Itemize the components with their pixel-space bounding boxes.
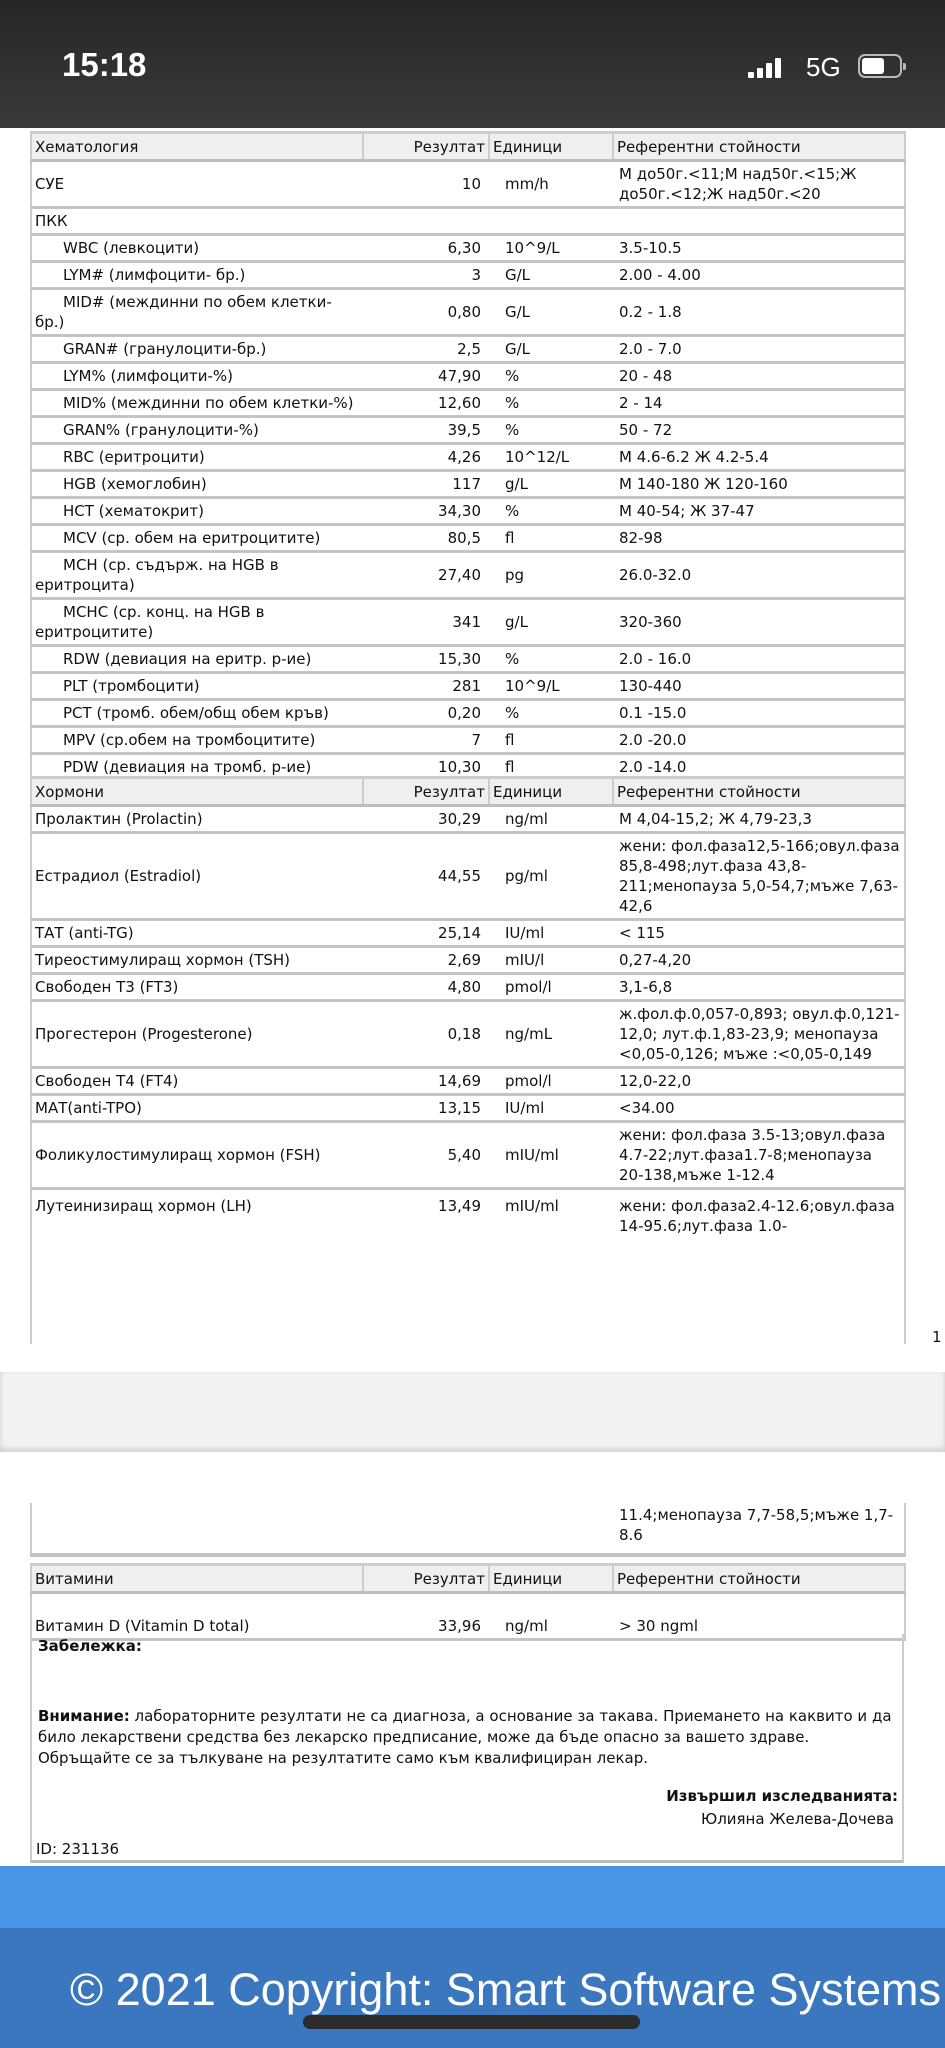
unit: ng/ml [489, 806, 613, 833]
test-name: Витамин D (Vitamin D total) [35, 1617, 250, 1635]
unit: mIU/ml [505, 1197, 559, 1215]
table-row [31, 673, 905, 700]
result-value: 44,55 [363, 833, 489, 920]
column-header-unit: Единици [489, 778, 613, 806]
hormones-table [30, 776, 906, 1344]
table-row [31, 1001, 905, 1068]
page-break [0, 1372, 945, 1452]
result-value: 6,30 [363, 235, 489, 262]
unit: 10^12/L [489, 444, 613, 471]
reference-range: М 140-180 Ж 120-160 [613, 471, 905, 498]
unit: % [489, 700, 613, 727]
reference-range: жени: фол.фаза2.4-12.6;овул.фаза 14-95.6;лут.фаза 1.0- [619, 1197, 895, 1235]
test-name: Тиреостимулиращ хормон (TSH) [35, 951, 291, 969]
unit: mIU/ml [489, 1122, 613, 1189]
footer [0, 1928, 945, 2048]
result-value: 0,80 [363, 289, 489, 336]
reference-range: 0,27-4,20 [613, 947, 905, 974]
reference-range: 320-360 [613, 599, 905, 646]
unit: mIU/l [489, 947, 613, 974]
reference-range: < 115 [613, 920, 905, 947]
test-name: RBC (еритроцити) [63, 448, 205, 466]
reference-range: 0.2 - 1.8 [613, 289, 905, 336]
column-header-name: Хематология [31, 133, 363, 161]
test-name: PCT (тромб. обем/общ обем кръв) [63, 704, 329, 722]
unit: g/L [489, 599, 613, 646]
test-name: MCV (ср. обем на еритроцитите) [63, 529, 321, 547]
unit: g/L [489, 471, 613, 498]
reference-range: 0.1 -15.0 [613, 700, 905, 727]
reference-range: 3.5-10.5 [613, 235, 905, 262]
reference-range: 26.0-32.0 [613, 552, 905, 599]
unit: % [489, 417, 613, 444]
result-value: 34,30 [363, 498, 489, 525]
test-name: HCT (хематокрит) [63, 502, 204, 520]
test-name: MCH (ср. съдърж. на HGB в еритроцита) [35, 556, 279, 594]
result-value: 10 [363, 161, 489, 208]
result-value: 12,60 [363, 390, 489, 417]
warning-body: лабораторните резултати не са диагноза, а основание за такава. Приемането на каквито и да било лекарствени средства без лекарско предписание, може да бъде опасно за вашето здраве. Обръщайте се за тълкуване на резултатите само към квалифициран лекар. [38, 1707, 892, 1767]
reference-range: 2.00 - 4.00 [613, 262, 905, 289]
reference-range: 20 - 48 [613, 363, 905, 390]
reference-range: 130-440 [613, 673, 905, 700]
unit: 10^9/L [489, 673, 613, 700]
result-value: 0,18 [363, 1001, 489, 1068]
vitamins-table [30, 1563, 906, 1641]
notes-section [30, 1634, 904, 1863]
reference-range: жени: фол.фаза12,5-166;овул.фаза 85,8-498;лут.фаза 43,8-211;менопауза 5,0-54,7;мъже 7,63-42,6 [613, 833, 905, 920]
result-value: 117 [363, 471, 489, 498]
table-row [31, 1593, 905, 1640]
column-header-result: Резултат [363, 778, 489, 806]
table-row [31, 727, 905, 754]
reference-range: 50 - 72 [613, 417, 905, 444]
table-header-row [31, 778, 905, 806]
reference-range: 3,1-6,8 [613, 974, 905, 1001]
test-name: GRAN% (гранулоцити-%) [63, 421, 259, 439]
reference-range: 2.0 -20.0 [613, 727, 905, 754]
table-row [31, 599, 905, 646]
column-header-ref: Референтни стойности [613, 133, 905, 161]
battery-icon [858, 54, 902, 78]
test-name: ТАТ (anti-TG) [35, 924, 134, 942]
result-value: 3 [363, 262, 489, 289]
reference-range: 2.0 - 7.0 [613, 336, 905, 363]
test-name: Прогестерон (Progesterone) [35, 1025, 253, 1043]
result-value: 30,29 [363, 806, 489, 833]
table-row [31, 1503, 905, 1555]
reference-cell: 11.4;менопауза 7,7-58,5;мъже 1,7-8.6 [613, 1503, 905, 1555]
reference-range: 82-98 [613, 525, 905, 552]
table-row [31, 444, 905, 471]
notes-label: Забележка: [38, 1637, 142, 1655]
table-row [31, 1122, 905, 1189]
reference-range: М 4,04-15,2; Ж 4,79-23,3 [613, 806, 905, 833]
reference-range: ж.фол.ф.0,057-0,893; овул.ф.0,121-12,0; лут.ф.1,83-23,9; менопауза <0,05-0,126; мъже :<0,05-0,149 [613, 1001, 905, 1068]
unit: G/L [489, 289, 613, 336]
reference-range: жени: фол.фаза 3.5-13;овул.фаза 4.7-22;лут.фаза1.7-8;менопауза 20-138,мъже 1-12.4 [613, 1122, 905, 1189]
table-row [31, 947, 905, 974]
unit: mm/h [489, 161, 613, 208]
table-row [31, 525, 905, 552]
result-value: 25,14 [363, 920, 489, 947]
reference-range: 2.0 - 16.0 [613, 646, 905, 673]
warning-text [38, 1706, 898, 1769]
result-value: 33,96 [363, 1593, 489, 1640]
reference-range [613, 208, 905, 235]
unit: pg [489, 552, 613, 599]
table-row [31, 390, 905, 417]
unit: fl [489, 525, 613, 552]
test-name: LYM# (лимфоцити- бр.) [63, 266, 246, 284]
unit: G/L [489, 262, 613, 289]
table-row [31, 161, 905, 208]
copyright-text: © 2021 Copyright: Smart Software Systems [70, 1964, 941, 2015]
result-value [363, 208, 489, 235]
hormones-continuation-table [30, 1503, 906, 1557]
reference-range: 12,0-22,0 [613, 1068, 905, 1095]
table-row [31, 646, 905, 673]
test-name: MID% (междинни по обем клетки-%) [63, 394, 354, 412]
test-name: RDW (девиация на еритр. р-ие) [63, 650, 312, 668]
network-type: 5G [806, 52, 841, 82]
result-value: 7 [363, 727, 489, 754]
unit: fl [489, 754, 613, 781]
table-row [31, 552, 905, 599]
unit: % [489, 498, 613, 525]
test-name: Пролактин (Prolactin) [35, 810, 203, 828]
table-row [31, 363, 905, 390]
table-row [31, 417, 905, 444]
result-value: 13,49 [438, 1197, 481, 1215]
table-row [31, 1068, 905, 1095]
result-value: 341 [363, 599, 489, 646]
table-row [31, 1095, 905, 1122]
result-value: 13,15 [363, 1095, 489, 1122]
column-header-unit: Единици [489, 133, 613, 161]
result-value: 47,90 [363, 363, 489, 390]
test-name: Лутеинизиращ хормон (LH) [35, 1197, 252, 1215]
performed-by-label: Извършил изследванията: [666, 1787, 898, 1805]
test-name: СУЕ [35, 175, 65, 193]
column-header-name: Хормони [31, 778, 363, 806]
column-header-ref: Референтни стойности [613, 1565, 905, 1593]
test-name: Свободен Т3 (FT3) [35, 978, 179, 996]
status-time: 15:18 [62, 46, 147, 83]
column-header-name: Витамини [31, 1565, 363, 1593]
test-name: Свободен Т4 (FT4) [35, 1072, 179, 1090]
table-row [31, 262, 905, 289]
result-value: 27,40 [363, 552, 489, 599]
page-number: 1 [932, 1328, 942, 1346]
result-value: 80,5 [363, 525, 489, 552]
reference-range: <34.00 [613, 1095, 905, 1122]
home-indicator[interactable] [303, 2015, 640, 2029]
lab-id: ID: 231136 [36, 1840, 120, 1858]
test-name: ПКК [35, 212, 68, 230]
unit: pmol/l [489, 1068, 613, 1095]
table-row [31, 700, 905, 727]
result-value: 281 [363, 673, 489, 700]
unit: fl [489, 727, 613, 754]
table-row [31, 1189, 905, 1344]
test-name: PLT (тромбоцити) [63, 677, 200, 695]
unit: G/L [489, 336, 613, 363]
table-row [31, 235, 905, 262]
test-name: MPV (ср.обем на тромбоцитите) [63, 731, 316, 749]
test-name: Фоликулостимулиращ хормон (FSH) [35, 1146, 321, 1164]
reference-range: 2.0 -14.0 [613, 754, 905, 781]
test-name: Естрадиол (Estradiol) [35, 867, 202, 885]
table-row [31, 920, 905, 947]
table-row [31, 806, 905, 833]
table-row [31, 833, 905, 920]
performed-by-name: Юлияна Желева-Дочева [701, 1810, 894, 1828]
column-header-result: Резултат [363, 1565, 489, 1593]
table-row [31, 498, 905, 525]
table-row [31, 471, 905, 498]
reference-range: > 30 ngml [613, 1593, 905, 1640]
table-row [31, 336, 905, 363]
reference-range: М 4.6-6.2 Ж 4.2-5.4 [613, 444, 905, 471]
result-value: 14,69 [363, 1068, 489, 1095]
table-row [31, 208, 905, 235]
unit: % [489, 390, 613, 417]
table-header-row [31, 133, 905, 161]
unit: ng/ml [489, 1593, 613, 1640]
unit: pg/ml [489, 833, 613, 920]
result-value: 2,69 [363, 947, 489, 974]
test-name: MID# (междинни по обем клетки-бр.) [35, 293, 332, 331]
unit: % [489, 646, 613, 673]
hematology-table [30, 131, 906, 782]
footer-band [0, 1866, 945, 1928]
result-value: 10,30 [363, 754, 489, 781]
cellular-signal-icon [748, 56, 781, 78]
status-bar [0, 0, 945, 128]
unit: IU/ml [489, 1095, 613, 1122]
table-row [31, 974, 905, 1001]
result-value: 15,30 [363, 646, 489, 673]
test-name: WBC (левкоцити) [63, 239, 200, 257]
warning-label: Внимание: [38, 1707, 130, 1725]
result-value: 4,26 [363, 444, 489, 471]
reference-range: 2 - 14 [613, 390, 905, 417]
unit [489, 208, 613, 235]
result-value: 39,5 [363, 417, 489, 444]
result-value: 5,40 [363, 1122, 489, 1189]
reference-range: М до50г.<11;М над50г.<15;Ж до50г.<12;Ж над50г.<20 [613, 161, 905, 208]
result-value: 2,5 [363, 336, 489, 363]
column-header-ref: Референтни стойности [613, 778, 905, 806]
test-name: MCHC (ср. конц. на HGB в еритроцитите) [35, 603, 265, 641]
unit: % [489, 363, 613, 390]
test-name: LYM% (лимфоцити-%) [63, 367, 233, 385]
reference-range: М 40-54; Ж 37-47 [613, 498, 905, 525]
unit: 10^9/L [489, 235, 613, 262]
test-name: PDW (девиация на тромб. р-ие) [63, 758, 312, 776]
test-name: HGB (хемоглобин) [63, 475, 207, 493]
unit: pmol/l [489, 974, 613, 1001]
table-header-row [31, 1565, 905, 1593]
result-value: 4,80 [363, 974, 489, 1001]
column-header-result: Резултат [363, 133, 489, 161]
column-header-unit: Единици [489, 1565, 613, 1593]
test-name: GRAN# (гранулоцити-бр.) [63, 340, 267, 358]
test-name: МАТ(anti-TPO) [35, 1099, 142, 1117]
unit: IU/ml [489, 920, 613, 947]
unit: ng/mL [489, 1001, 613, 1068]
result-value: 0,20 [363, 700, 489, 727]
table-row [31, 289, 905, 336]
